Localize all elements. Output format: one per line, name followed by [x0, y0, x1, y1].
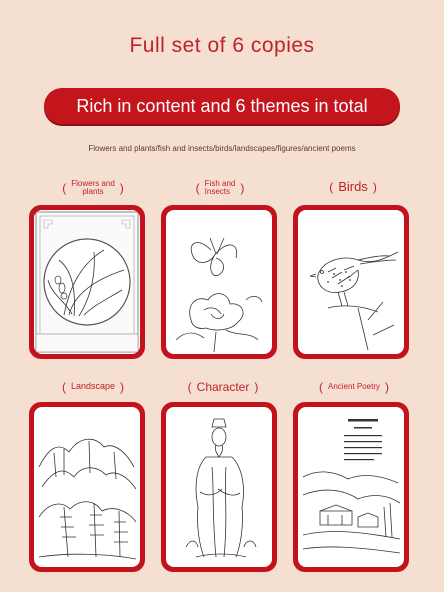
theme-card-ancient-poetry[interactable] [293, 402, 409, 572]
theme-card-landscape[interactable] [29, 402, 145, 572]
theme-card-fish-insects[interactable] [161, 205, 277, 359]
theme-card-birds[interactable] [293, 205, 409, 359]
label-flowers-and-plants: ( Flowers and plants ) [62, 178, 124, 196]
banner-text: Rich in content and 6 themes in total [76, 95, 368, 116]
label-character: ( Character ) [187, 379, 259, 394]
theme-card-character[interactable] [161, 402, 277, 572]
label-birds: ( Birds ) [329, 179, 377, 195]
figure-drawing [166, 407, 272, 567]
label-landscape: ( Landscape ) [61, 379, 125, 394]
themes-subtitle: Flowers and plants/fish and insects/birds/landscapes/figures/ancient poems [88, 144, 356, 153]
orchid-drawing [34, 210, 140, 354]
theme-card-flowers[interactable] [29, 205, 145, 359]
butterfly-drawing [166, 210, 272, 354]
page-title: Full set of 6 copies [129, 34, 315, 57]
label-ancient-poetry: ( Ancient Poetry ) [318, 379, 390, 394]
label-line: Fish and [204, 178, 236, 188]
landscape-drawing [34, 407, 140, 567]
themes-banner [44, 88, 400, 124]
poem-drawing [298, 407, 404, 567]
bird-drawing [298, 210, 404, 354]
label-fish-and-insects: ( Fish and Insects ) [195, 178, 245, 196]
label-line: Insects [204, 187, 230, 196]
label-line: Flowers and [71, 178, 115, 188]
label-line: plants [82, 187, 104, 196]
